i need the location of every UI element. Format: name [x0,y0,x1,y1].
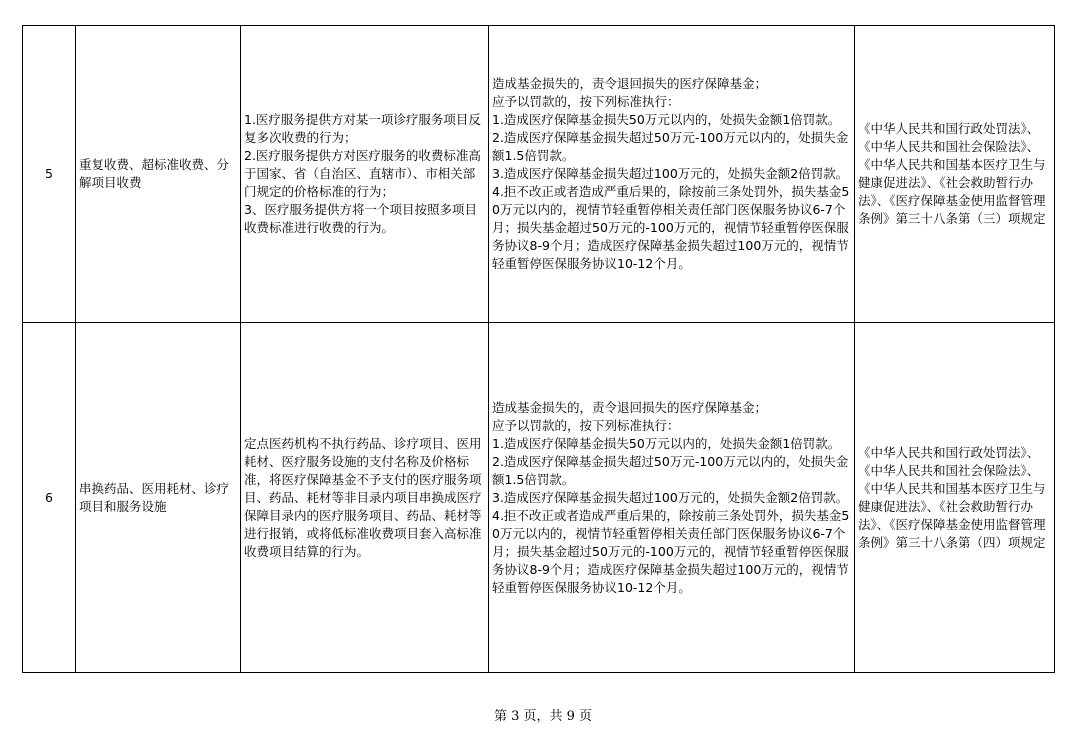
penalty-standard [489,26,855,323]
penalty-line: 1.造成医疗保障基金损失50万元以内的，处损失金额1倍罚款。 [492,112,841,127]
behavior-line: 1.医疗服务提供方对某一项诊疗服务项目反复多次收费的行为； [244,112,481,145]
behavior-line: 3、医疗服务提供方将一个项目按照多项目收费标准进行收费的行为。 [244,202,477,235]
violation-item: 重复收费、超标准收费、分解项目收费 [76,26,241,323]
penalty-line: 4.拒不改正或者造成严重后果的，除按前三条处罚外，损失基金50万元以内的，视情节轻重暂停相关责任部门医保服务协议6-7个月；损失基金超过50万元的-100万元的，视情节轻重暂停医保服务协议8-9个月；造成医疗保障基金损失超过100万元的，视情节轻重暂停医保服务协议10-12个月。 [492,507,850,595]
behavior-line: 定点医药机构不执行药品、诊疗项目、医用耗材、医疗服务设施的支付名称及价格标准，将医疗保障基金不予支付的医疗服务项目、药品、耗材等非目录内项目串换成医疗保障目录内的医疗服务项目、药品、耗材等进行报销，或将低标准收费项目套入高标准收费项目结算的行为。 [244,435,482,559]
table-row [23,323,1055,673]
penalty-table [22,25,1055,673]
violation-behavior [241,26,489,323]
violation-behavior [241,323,489,673]
penalty-line: 2.造成医疗保障基金损失超过50万元-100万元以内的，处损失金额1.5倍罚款。 [492,130,849,163]
penalty-line: 应予以罚款的，按下列标准执行： [492,417,680,433]
penalty-line: 应予以罚款的，按下列标准执行： [492,94,680,109]
penalty-line: 1.造成医疗保障基金损失50万元以内的，处损失金额1倍罚款。 [492,435,841,451]
penalty-line: 造成基金损失的，责令退回损失的医疗保障基金； [492,76,768,91]
penalty-line: 2.造成医疗保障基金损失超过50万元-100万元以内的，处损失金额1.5倍罚款。 [492,453,849,487]
violation-item: 串换药品、医用耗材、诊疗项目和服务设施 [76,323,241,673]
penalty-line: 造成基金损失的，责令退回损失的医疗保障基金； [492,399,768,415]
table-row [23,26,1055,323]
row-number: 5 [23,26,76,323]
penalty-standard [489,323,855,673]
legal-basis: 《中华人民共和国行政处罚法》、《中华人民共和国社会保险法》、《中华人民共和国基本医疗卫生与健康促进法》、《社会救助暂行办法》、《医疗保障基金使用监督管理条例》第三十八条第（三）项规定 [855,26,1055,323]
penalty-line: 3.造成医疗保障基金损失超过100万元的，处损失金额2倍罚款。 [492,166,849,181]
behavior-line: 2.医疗服务提供方对医疗服务的收费标准高于国家、省（自治区、直辖市）、市相关部门规定的价格标准的行为； [244,148,481,199]
row-number: 6 [23,323,76,673]
penalty-line: 3.造成医疗保障基金损失超过100万元的，处损失金额2倍罚款。 [492,489,849,505]
page-footer: 第 3 页，共 9 页 [493,709,593,724]
penalty-line: 4.拒不改正或者造成严重后果的，除按前三条处罚外，损失基金50万元以内的，视情节轻重暂停相关责任部门医保服务协议6-7个月；损失基金超过50万元的-100万元的，视情节轻重暂停医保服务协议8-9个月；造成医疗保障基金损失超过100万元的，视情节轻重暂停医保服务协议10-12个月。 [492,184,850,271]
legal-basis: 《中华人民共和国行政处罚法》、《中华人民共和国社会保险法》、《中华人民共和国基本医疗卫生与健康促进法》、《社会救助暂行办法》、《医疗保障基金使用监督管理条例》第三十八条第（四）项规定 [855,323,1055,673]
